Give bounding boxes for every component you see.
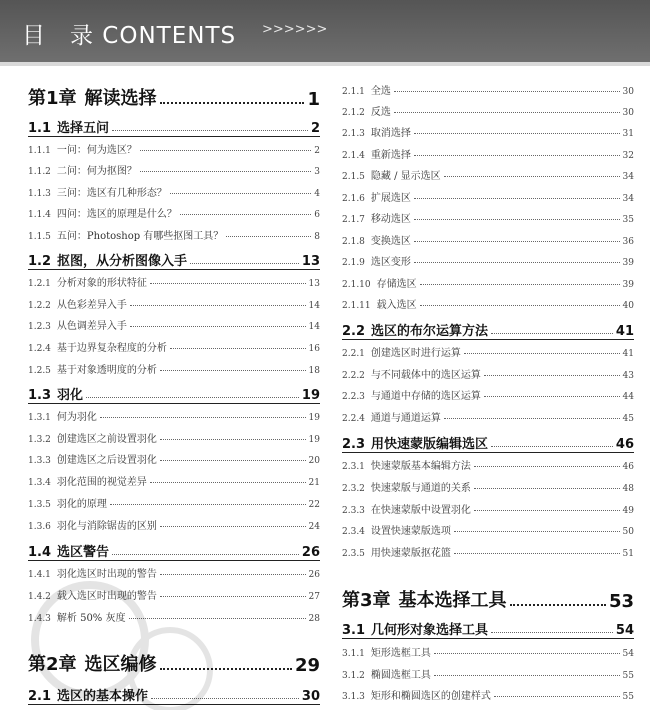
entry-number: 2.3.1 bbox=[342, 462, 365, 472]
section-divider bbox=[28, 269, 320, 270]
page-number: 8 bbox=[314, 232, 320, 242]
dot-leader bbox=[414, 197, 620, 199]
entry-number: 2.3.5 bbox=[342, 549, 365, 559]
entry-number: 2.1.10 bbox=[342, 280, 371, 290]
subsection-entry[interactable] bbox=[342, 210, 634, 225]
subsection-entry[interactable] bbox=[342, 366, 634, 381]
entry-number: 2.1.3 bbox=[342, 129, 365, 139]
section-entry[interactable] bbox=[342, 320, 634, 339]
entry-title: 快速蒙版基本编辑方法 bbox=[370, 461, 471, 472]
page-number: 46 bbox=[622, 462, 634, 472]
dot-leader bbox=[190, 262, 299, 264]
subsection-entry[interactable] bbox=[28, 162, 320, 177]
entry-number: 1.1.4 bbox=[28, 210, 51, 220]
entry-number: 1.1.2 bbox=[28, 167, 51, 177]
page-number: 1 bbox=[307, 89, 320, 110]
page-number: 35 bbox=[622, 215, 634, 225]
dot-leader bbox=[414, 154, 620, 156]
entry-number: 1.1 bbox=[28, 121, 52, 136]
toc-header-banner bbox=[0, 0, 650, 62]
subsection-entry[interactable] bbox=[342, 387, 634, 402]
entry-number: 1.2.4 bbox=[28, 344, 51, 354]
entry-number: 1.2.2 bbox=[28, 301, 51, 311]
section-entry[interactable] bbox=[342, 619, 634, 638]
dot-leader bbox=[444, 175, 620, 177]
dot-leader bbox=[420, 283, 620, 285]
section-divider bbox=[342, 452, 634, 453]
entry-number: 2.1.1 bbox=[342, 87, 365, 97]
entry-title: 解析 50% 灰度 bbox=[56, 613, 126, 624]
entry-title: 二问：何为抠图？ bbox=[56, 166, 137, 177]
dot-leader bbox=[160, 369, 306, 371]
entry-number: 2.2.3 bbox=[342, 392, 365, 402]
entry-title: 取消选择 bbox=[370, 128, 411, 139]
subsection-entry[interactable] bbox=[28, 565, 320, 580]
entry-number: 2.1.5 bbox=[342, 172, 365, 182]
page-number: 44 bbox=[622, 392, 634, 402]
entry-title: 选区编修 bbox=[84, 654, 157, 675]
dot-leader bbox=[491, 445, 613, 447]
entry-number: 2.3.4 bbox=[342, 527, 365, 537]
page-number: 48 bbox=[622, 484, 634, 494]
subsection-entry[interactable] bbox=[342, 296, 634, 311]
page-number: 28 bbox=[308, 614, 320, 624]
page-number: 22 bbox=[308, 500, 320, 510]
subsection-entry[interactable] bbox=[342, 344, 634, 359]
entry-number: 2.1 bbox=[28, 689, 52, 704]
entry-number: 2.1.9 bbox=[342, 258, 365, 268]
entry-title: 抠图，从分析图像入手 bbox=[57, 254, 188, 269]
entry-title: 选择五问 bbox=[57, 121, 110, 136]
entry-number: 3.1.2 bbox=[342, 671, 365, 681]
dot-leader bbox=[434, 652, 620, 654]
subsection-entry[interactable] bbox=[28, 517, 320, 532]
dot-leader bbox=[150, 481, 306, 483]
entry-number: 1.3.4 bbox=[28, 478, 51, 488]
entry-title: 创建选区之后设置羽化 bbox=[56, 455, 157, 466]
dot-leader bbox=[160, 573, 306, 575]
entry-number: 1.2.3 bbox=[28, 322, 51, 332]
entry-title: 用快速蒙版抠花篮 bbox=[370, 548, 451, 559]
page-number: 53 bbox=[608, 591, 634, 612]
subsection-entry[interactable] bbox=[342, 124, 634, 139]
page-number: 19 bbox=[308, 435, 320, 445]
page-number: 41 bbox=[615, 324, 634, 339]
entry-title: 羽化 bbox=[57, 388, 84, 403]
subsection-entry[interactable] bbox=[342, 189, 634, 204]
banner-underline bbox=[0, 62, 650, 66]
entry-number: 1.1.1 bbox=[28, 146, 51, 156]
dot-leader bbox=[494, 695, 620, 697]
entry-number: 1.3.5 bbox=[28, 500, 51, 510]
entry-number: 1.3.6 bbox=[28, 522, 51, 532]
entry-title: 基本选择工具 bbox=[398, 590, 507, 611]
dot-leader bbox=[484, 374, 620, 376]
dot-leader bbox=[160, 667, 292, 670]
subsection-entry[interactable] bbox=[342, 644, 634, 659]
page-number: 50 bbox=[622, 527, 634, 537]
subsection-entry[interactable] bbox=[342, 544, 634, 559]
entry-number: 2.1.6 bbox=[342, 194, 365, 204]
dot-leader bbox=[420, 304, 620, 306]
section-entry[interactable] bbox=[28, 250, 320, 269]
dot-leader bbox=[414, 240, 620, 242]
entry-number: 2.1.7 bbox=[342, 215, 365, 225]
page-number: 29 bbox=[294, 655, 320, 676]
entry-number: 1.3.2 bbox=[28, 435, 51, 445]
chapter-entry[interactable] bbox=[28, 84, 320, 110]
page-number: 51 bbox=[622, 549, 634, 559]
entry-title: 椭圆选框工具 bbox=[370, 670, 431, 681]
page-number: 36 bbox=[622, 237, 634, 247]
section-divider bbox=[28, 136, 320, 137]
entry-number: 第3章 bbox=[342, 590, 391, 611]
entry-title: 羽化的原理 bbox=[56, 499, 107, 510]
dot-leader bbox=[510, 603, 606, 606]
page-number: 19 bbox=[308, 413, 320, 423]
entry-title: 选区变形 bbox=[370, 257, 411, 268]
entry-number: 1.3.1 bbox=[28, 413, 51, 423]
entry-title: 创建选区之前设置羽化 bbox=[56, 434, 157, 445]
entry-title: 羽化范围的视觉差异 bbox=[56, 477, 147, 488]
page-number: 24 bbox=[308, 522, 320, 532]
subsection-entry[interactable] bbox=[28, 473, 320, 488]
entry-title: 与通道中存储的选区运算 bbox=[370, 391, 481, 402]
entry-number: 2.2.2 bbox=[342, 371, 365, 381]
page-number: 39 bbox=[622, 258, 634, 268]
dot-leader bbox=[454, 530, 620, 532]
entry-title: 重新选择 bbox=[370, 150, 411, 161]
entry-title: 扩展选区 bbox=[370, 193, 411, 204]
page-number: 21 bbox=[308, 478, 320, 488]
page-number: 20 bbox=[308, 456, 320, 466]
dot-leader bbox=[491, 631, 613, 633]
subsection-entry[interactable] bbox=[28, 609, 320, 624]
dot-leader bbox=[86, 396, 299, 398]
entry-number: 1.4.1 bbox=[28, 570, 51, 580]
page-number: 31 bbox=[622, 129, 634, 139]
page-number: 40 bbox=[622, 301, 634, 311]
dot-leader bbox=[160, 595, 306, 597]
page-number: 30 bbox=[622, 87, 634, 97]
subsection-entry[interactable] bbox=[28, 339, 320, 354]
entry-title: 三问：选区有几种形态？ bbox=[56, 188, 167, 199]
entry-title: 设置快速蒙版选项 bbox=[370, 526, 451, 537]
entry-title: 四问：选区的原理是什么？ bbox=[56, 209, 177, 220]
page-number: 2 bbox=[314, 146, 320, 156]
dot-leader bbox=[414, 261, 620, 263]
entry-number: 1.2.1 bbox=[28, 279, 51, 289]
dot-leader bbox=[474, 465, 620, 467]
subsection-entry[interactable] bbox=[342, 409, 634, 424]
entry-title: 矩形选框工具 bbox=[370, 648, 431, 659]
section-entry[interactable] bbox=[28, 384, 320, 403]
section-entry[interactable] bbox=[28, 685, 320, 704]
entry-number: 第2章 bbox=[28, 654, 77, 675]
subsection-entry[interactable] bbox=[342, 253, 634, 268]
entry-number: 1.1.5 bbox=[28, 232, 51, 242]
entry-title: 分析对象的形状特征 bbox=[56, 278, 147, 289]
entry-number: 2.3 bbox=[342, 437, 366, 452]
entry-number: 1.1.3 bbox=[28, 189, 51, 199]
entry-title: 隐藏 / 显示选区 bbox=[370, 171, 441, 182]
section-divider bbox=[28, 560, 320, 561]
page-number: 30 bbox=[301, 689, 320, 704]
entry-number: 2.2 bbox=[342, 324, 366, 339]
chapter-entry[interactable] bbox=[342, 586, 634, 612]
dot-leader bbox=[474, 509, 620, 511]
entry-title: 载入选区 bbox=[376, 300, 417, 311]
dot-leader bbox=[454, 552, 620, 554]
entry-number: 1.3.3 bbox=[28, 456, 51, 466]
page-number: 26 bbox=[301, 545, 320, 560]
subsection-entry[interactable] bbox=[28, 274, 320, 289]
page-number: 54 bbox=[622, 649, 634, 659]
subsection-entry[interactable] bbox=[28, 361, 320, 376]
subsection-entry[interactable] bbox=[342, 167, 634, 182]
entry-number: 3.1.1 bbox=[342, 649, 365, 659]
subsection-entry[interactable] bbox=[342, 457, 634, 472]
entry-title: 用快速蒙版编辑选区 bbox=[371, 437, 489, 452]
page-number: 13 bbox=[301, 254, 320, 269]
dot-leader bbox=[160, 459, 306, 461]
entry-title: 移动选区 bbox=[370, 214, 411, 225]
page-number: 46 bbox=[615, 437, 634, 452]
entry-number: 2.3.2 bbox=[342, 484, 365, 494]
dot-leader bbox=[464, 352, 620, 354]
subsection-entry[interactable] bbox=[342, 232, 634, 247]
section-entry[interactable] bbox=[342, 433, 634, 452]
entry-number: 2.1.4 bbox=[342, 151, 365, 161]
section-divider bbox=[28, 704, 320, 705]
dot-leader bbox=[151, 697, 299, 699]
entry-title: 选区的基本操作 bbox=[57, 689, 149, 704]
page-number: 4 bbox=[314, 189, 320, 199]
dot-leader bbox=[414, 218, 620, 220]
entry-title: 矩形和椭圆选区的创建样式 bbox=[370, 691, 491, 702]
dot-leader bbox=[226, 235, 311, 237]
subsection-entry[interactable] bbox=[342, 687, 634, 702]
dot-leader bbox=[100, 416, 306, 418]
subsection-entry[interactable] bbox=[28, 587, 320, 602]
subsection-entry[interactable] bbox=[28, 317, 320, 332]
page-number: 18 bbox=[308, 366, 320, 376]
entry-title: 几何形对象选择工具 bbox=[371, 623, 489, 638]
entry-title: 羽化选区时出现的警告 bbox=[56, 569, 157, 580]
subsection-entry[interactable] bbox=[342, 666, 634, 681]
page-number: 45 bbox=[622, 414, 634, 424]
entry-title: 何为羽化 bbox=[56, 412, 97, 423]
page-number: 26 bbox=[308, 570, 320, 580]
entry-title: 基于边界复杂程度的分析 bbox=[56, 343, 167, 354]
entry-number: 1.3 bbox=[28, 388, 52, 403]
entry-title: 羽化与消除锯齿的区别 bbox=[56, 521, 157, 532]
entry-title: 一问：何为选区？ bbox=[56, 145, 137, 156]
dot-leader bbox=[414, 132, 620, 134]
page-number: 27 bbox=[308, 592, 320, 602]
dot-leader bbox=[491, 332, 613, 334]
entry-number: 3.1 bbox=[342, 623, 366, 638]
subsection-entry[interactable] bbox=[28, 141, 320, 156]
entry-title: 选区的布尔运算方法 bbox=[371, 324, 489, 339]
dot-leader bbox=[180, 213, 311, 215]
subsection-entry[interactable] bbox=[342, 501, 634, 516]
subsection-entry[interactable] bbox=[342, 146, 634, 161]
dot-leader bbox=[170, 347, 306, 349]
dot-leader bbox=[160, 438, 306, 440]
page-number: 41 bbox=[622, 349, 634, 359]
page-number: 14 bbox=[308, 301, 320, 311]
subsection-entry[interactable] bbox=[342, 82, 634, 97]
dot-leader bbox=[394, 90, 620, 92]
page-number: 2 bbox=[310, 121, 320, 136]
dot-leader bbox=[112, 129, 308, 131]
page-number: 19 bbox=[301, 388, 320, 403]
entry-number: 1.2.5 bbox=[28, 366, 51, 376]
toc-title: 目 录 CONTENTS bbox=[22, 23, 237, 49]
section-entry[interactable] bbox=[28, 541, 320, 560]
entry-number: 1.2 bbox=[28, 254, 52, 269]
page-number: 43 bbox=[622, 371, 634, 381]
entry-number: 2.2.1 bbox=[342, 349, 365, 359]
page-number: 30 bbox=[622, 108, 634, 118]
entry-number: 1.4.2 bbox=[28, 592, 51, 602]
page-number: 14 bbox=[308, 322, 320, 332]
dot-leader bbox=[130, 325, 306, 327]
page-number: 34 bbox=[622, 172, 634, 182]
entry-title: 通道与通道运算 bbox=[370, 413, 441, 424]
page-number: 16 bbox=[308, 344, 320, 354]
dot-leader bbox=[150, 282, 306, 284]
dot-leader bbox=[434, 674, 620, 676]
subsection-entry[interactable] bbox=[28, 227, 320, 242]
entry-title: 快速蒙版与通道的关系 bbox=[370, 483, 471, 494]
entry-title: 从色调差异入手 bbox=[56, 321, 127, 332]
subsection-entry[interactable] bbox=[28, 205, 320, 220]
subsection-entry[interactable] bbox=[28, 184, 320, 199]
section-divider bbox=[342, 638, 634, 639]
page-number: 13 bbox=[308, 279, 320, 289]
subsection-entry[interactable] bbox=[28, 495, 320, 510]
entry-title: 存储选区 bbox=[376, 279, 417, 290]
entry-title: 反选 bbox=[370, 107, 391, 118]
entry-title: 五问：Photoshop 有哪些抠图工具？ bbox=[56, 231, 224, 242]
entry-number: 1.4 bbox=[28, 545, 52, 560]
page-number: 55 bbox=[622, 692, 634, 702]
subsection-entry[interactable] bbox=[342, 479, 634, 494]
entry-title: 解读选择 bbox=[84, 88, 157, 109]
page-number: 55 bbox=[622, 671, 634, 681]
page-number: 32 bbox=[622, 151, 634, 161]
page-number: 54 bbox=[615, 623, 634, 638]
subsection-entry[interactable] bbox=[342, 103, 634, 118]
entry-title: 创建选区时进行运算 bbox=[370, 348, 461, 359]
dot-leader bbox=[110, 503, 306, 505]
dot-leader bbox=[160, 101, 305, 104]
entry-number: 1.4.3 bbox=[28, 614, 51, 624]
entry-number: 2.3.3 bbox=[342, 506, 365, 516]
dot-leader bbox=[160, 525, 306, 527]
entry-number: 2.1.8 bbox=[342, 237, 365, 247]
dot-leader bbox=[170, 192, 311, 194]
entry-title: 选区警告 bbox=[57, 545, 110, 560]
dot-leader bbox=[484, 395, 620, 397]
page-number: 49 bbox=[622, 506, 634, 516]
section-divider bbox=[342, 339, 634, 340]
subsection-entry[interactable] bbox=[28, 430, 320, 445]
section-entry[interactable] bbox=[28, 117, 320, 136]
dot-leader bbox=[394, 111, 620, 113]
section-divider bbox=[28, 403, 320, 404]
subsection-entry[interactable] bbox=[28, 408, 320, 423]
entry-number: 2.2.4 bbox=[342, 414, 365, 424]
entry-title: 从色彩差异入手 bbox=[56, 300, 127, 311]
entry-title: 变换选区 bbox=[370, 236, 411, 247]
page-number: 6 bbox=[314, 210, 320, 220]
entry-title: 与不同载体中的选区运算 bbox=[370, 370, 481, 381]
page-number: 39 bbox=[622, 280, 634, 290]
subsection-entry[interactable] bbox=[342, 522, 634, 537]
entry-title: 基于对象透明度的分析 bbox=[56, 365, 157, 376]
subsection-entry[interactable] bbox=[342, 275, 634, 290]
entry-number: 3.1.3 bbox=[342, 692, 365, 702]
entry-number: 2.1.11 bbox=[342, 301, 371, 311]
dot-leader bbox=[444, 417, 620, 419]
dot-leader bbox=[140, 149, 311, 151]
entry-number: 2.1.2 bbox=[342, 108, 365, 118]
dot-leader bbox=[474, 487, 620, 489]
entry-title: 全选 bbox=[370, 86, 391, 97]
chevron-arrows-icon: >>>>>> bbox=[262, 22, 328, 37]
dot-leader bbox=[130, 304, 306, 306]
subsection-entry[interactable] bbox=[28, 451, 320, 466]
entry-number: 第1章 bbox=[28, 88, 77, 109]
dot-leader bbox=[112, 553, 299, 555]
dot-leader bbox=[140, 170, 311, 172]
entry-title: 载入选区时出现的警告 bbox=[56, 591, 157, 602]
page-number: 3 bbox=[314, 167, 320, 177]
entry-title: 在快速蒙版中设置羽化 bbox=[370, 505, 471, 516]
dot-leader bbox=[129, 617, 306, 619]
subsection-entry[interactable] bbox=[28, 296, 320, 311]
chapter-entry[interactable] bbox=[28, 650, 320, 676]
page-number: 34 bbox=[622, 194, 634, 204]
